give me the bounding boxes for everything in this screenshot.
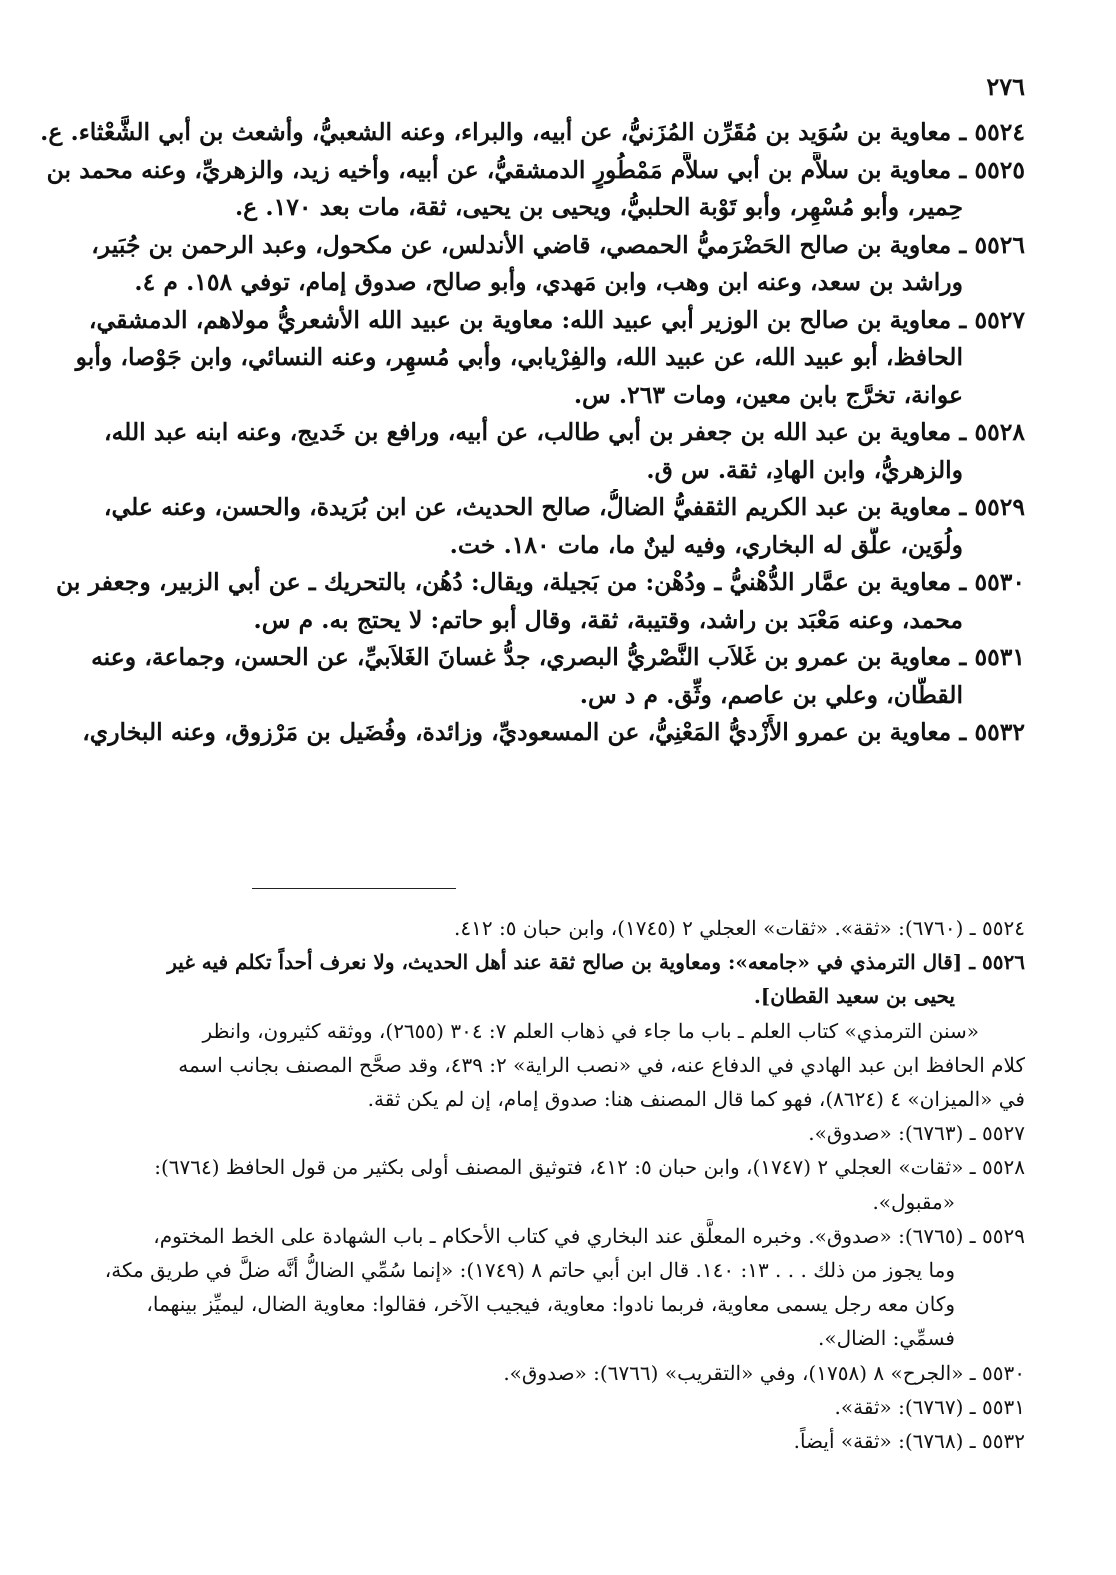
narrator-entry xyxy=(40,714,1025,752)
narrator-entries xyxy=(40,114,1025,752)
footnote xyxy=(40,1424,1025,1458)
footnote-line: فسمِّي: الضال». xyxy=(818,1326,955,1351)
entry-continuation-line: والزهريُّ، وابن الهادِ، ثقة. س ق. xyxy=(646,455,963,484)
narrator-entry xyxy=(40,639,1025,714)
footnotes xyxy=(40,911,1025,1458)
entry-continuation-line: وراشد بن سعد، وعنه ابن وهب، وابن مَهدي، وأبو صالح، صدوق إمام، توفي ١٥٨. م ٤. xyxy=(134,268,963,296)
footnote-first-line: ٥٥٢٤ ـ (٦٧٦٠): «ثقة». «ثقات» العجلي ٢ (١٧٤٥)، وابن حبان ٥: ٤١٢. xyxy=(454,916,1025,940)
narrator-entry xyxy=(40,414,1025,489)
footnote-first-line: ٥٥٣٠ ـ «الجرح» ٨ (١٧٥٨)، وفي «التقريب» (٦٧٦٦): «صدوق». xyxy=(503,1360,1025,1385)
footnote xyxy=(40,911,1025,945)
footnote-line: وما يجوز من ذلك . . . ١٣: ١٤٠. قال ابن أبي حاتم ٨ (١٧٤٩): «إنما سُمِّي الضالُّ أنَّه ضلَّ في طريق مكة، xyxy=(104,1258,955,1283)
footnote xyxy=(40,1116,1025,1150)
footnote xyxy=(40,1390,1025,1424)
footnote xyxy=(40,1219,1025,1356)
entry-first-line: ٥٥٢٦ ـ معاوية بن صالح الحَضْرَميُّ الحمصي، قاضي الأندلس، عن مكحول، وعبد الرحمن بن جُبَير، xyxy=(91,230,1025,259)
footnote-line: يحيى بن سعيد القطان]. xyxy=(753,984,955,1009)
footnote-line: وكان معه رجل يسمى معاوية، فربما نادوا: معاوية، فيجيب الآخر، فقالوا: معاوية الضال، ليميِّز بينهما، xyxy=(146,1292,955,1317)
narrator-entry xyxy=(40,114,1025,152)
footnote xyxy=(40,945,1025,1116)
footnote-first-line: ٥٥٣٢ ـ (٦٧٦٨): «ثقة» أيضاً. xyxy=(793,1429,1025,1454)
footnote-separator xyxy=(252,888,456,889)
footnote-first-line: ٥٥٢٦ ـ [قال الترمذي في «جامعه»: ومعاوية بن صالح ثقة عند أهل الحديث، ولا نعرف أحداً تكلم فيه غير xyxy=(167,950,1025,975)
entry-first-line: ٥٥٣٢ ـ معاوية بن عمرو الأَزْديُّ المَعْنِيُّ، عن المسعوديِّ، وزائدة، وفُضَيل بن مَرْزوق، وعنه البخاري، xyxy=(82,718,1025,746)
entry-first-line: ٥٥٢٧ ـ معاوية بن صالح بن الوزير أبي عبيد الله: معاوية بن عبيد الله الأشعريُّ مولاهم، الدمشقي، xyxy=(88,305,1025,334)
entry-continuation-line: الحافظ، أبو عبيد الله، عن عبيد الله، والفِرْيابي، وأبي مُسهِر، وعنه النسائي، وابن جَوْصا، وأبو xyxy=(75,343,963,371)
entry-continuation-line: حِمير، وأبو مُسْهِر، وأبو تَوْبة الحلبيُّ، ويحيى بن يحيى، ثقة، مات بعد ١٧٠. ع. xyxy=(235,193,963,221)
narrator-entry xyxy=(40,564,1025,639)
footnote-first-line: ٥٥٢٧ ـ (٦٧٦٣): «صدوق». xyxy=(808,1121,1025,1146)
narrator-entry xyxy=(40,227,1025,302)
entry-continuation-line: عوانة، تخرَّج بابن معين، ومات ٢٦٣. س. xyxy=(573,380,963,409)
entry-continuation-line: محمد، وعنه مَعْبَد بن راشد، وقتيبة، ثقة، وقال أبو حاتم: لا يحتج به. م س. xyxy=(253,605,963,634)
narrator-entry xyxy=(40,302,1025,415)
footnote-line: في «الميزان» ٤ (٨٦٢٤)، فهو كما قال المصنف هنا: صدوق إمام، إن لم يكن ثقة. xyxy=(367,1087,1025,1112)
footnote xyxy=(40,1356,1025,1390)
entry-continuation-line: ولُوَين، علَّق له البخاري، وفيه لينٌ ما، مات ١٨٠. خت. xyxy=(449,530,963,559)
entry-first-line: ٥٥٣١ ـ معاوية بن عمرو بن غَلاَب النَّصْريُّ البصري، جدُّ غسانَ الغَلاَبيِّ، عن الحسن، وجماعة، وعنه xyxy=(91,643,1025,671)
footnote-line: كلام الحافظ ابن عبد الهادي في الدفاع عنه، في «نصب الراية» ٢: ٤٣٩، وقد صحَّح المصنف بجانب اسمه xyxy=(178,1052,1025,1077)
footnote-first-line: ٥٥٢٩ ـ (٦٧٦٥): «صدوق». وخبره المعلَّق عند البخاري في كتاب الأحكام ـ باب الشهادة على الخط المختوم، xyxy=(153,1223,1025,1248)
entry-first-line: ٥٥٢٩ ـ معاوية بن عبد الكريم الثقفيُّ الضالُّ، صالح الحديث، عن ابن بُرَيدة، والحسن، وعنه علي، xyxy=(103,493,1025,521)
narrator-entry xyxy=(40,152,1025,227)
footnote-line: «مقبول». xyxy=(872,1189,955,1214)
entry-first-line: ٥٥٢٨ ـ معاوية بن عبد الله بن جعفر بن أبي طالب، عن أبيه، ورافع بن خَديج، وعنه ابنه عبد الله، xyxy=(104,418,1025,446)
entry-first-line: ٥٥٢٤ ـ معاوية بن سُوَيد بن مُقَرِّن المُزَنيُّ، عن أبيه، والبراء، وعنه الشعبيُّ، وأشعث بن أبي الشَّعْثاء. ع. xyxy=(40,118,1025,146)
entry-first-line: ٥٥٣٠ ـ معاوية بن عمَّار الدُّهْنيُّ ـ ودُهْن: من بَجيلة، ويقال: دُهُن، بالتحريك ـ عن أبي الزبير، وجعفر بن xyxy=(56,568,1025,596)
book-page xyxy=(40,0,1025,1575)
footnote-first-line: ٥٥٣١ ـ (٦٧٦٧): «ثقة». xyxy=(834,1394,1025,1419)
footnote-line: «سنن الترمذي» كتاب العلم ـ باب ما جاء في ذهاب العلم ٧: ٣٠٤ (٢٦٥٥)، ووثقه كثيرون، وانظر xyxy=(202,1018,979,1043)
entry-first-line: ٥٥٢٥ ـ معاوية بن سلاَّم بن أبي سلاَّم مَمْطُورٍ الدمشقيُّ، عن أبيه، وأخيه زيد، والزهريِّ، وعنه محمد بن xyxy=(46,155,1025,184)
footnote xyxy=(40,1150,1025,1218)
footnote-first-line: ٥٥٢٨ ـ «ثقات» العجلي ٢ (١٧٤٧)، وابن حبان ٥: ٤١٢، فتوثيق المصنف أولى بكثير من قول الحافظ (٦٧٦٤): xyxy=(154,1155,1025,1180)
narrator-entry xyxy=(40,489,1025,564)
entry-continuation-line: القطَّان، وعلي بن عاصم، وثِّق. م د س. xyxy=(579,680,963,709)
page-number: ٢٧٦ xyxy=(986,72,1025,101)
